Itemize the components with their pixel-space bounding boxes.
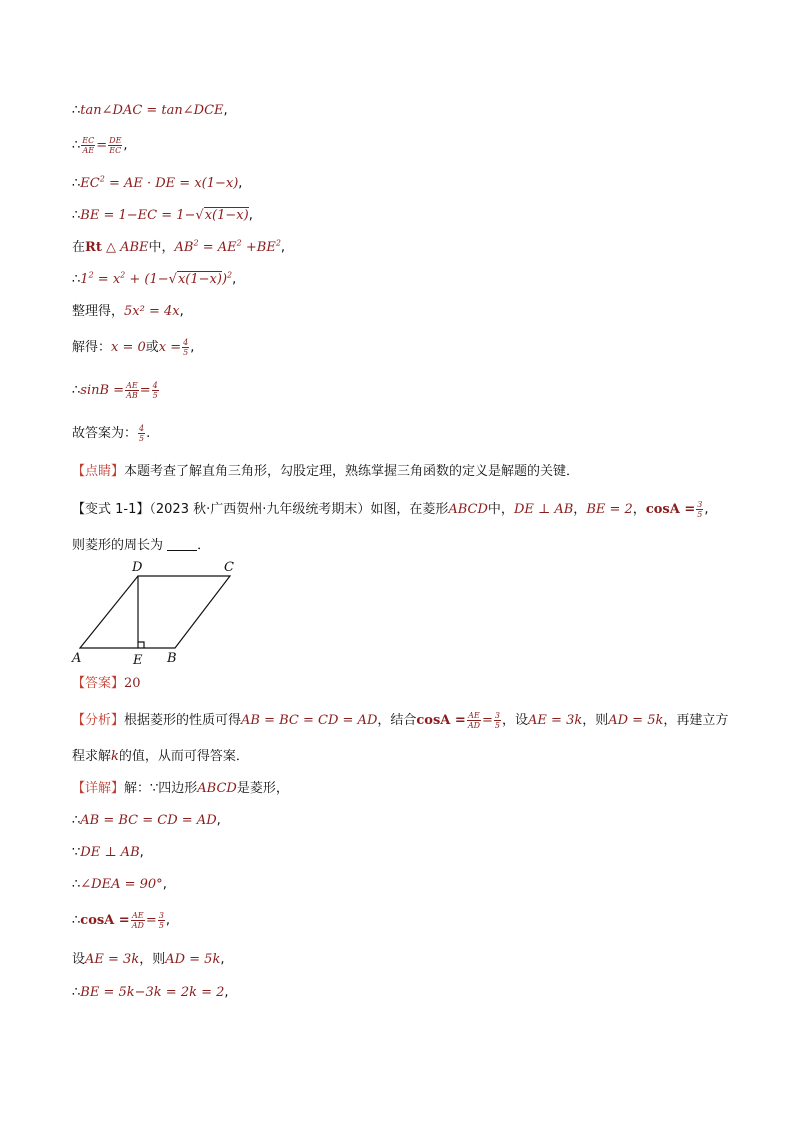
line-solution: 解得：x = 0或x = $\frac{4}{5}$ , [72, 338, 195, 357]
line-equal-sides: ∴AB = BC = CD = AD, [72, 813, 221, 828]
line-right-angle: ∴∠DEA = 90°, [72, 877, 167, 892]
line-cosa: ∴cosA = $\frac{AE}{AD}$ = $\frac{3}{5}$ , [72, 911, 171, 930]
line-answer-1: 故答案为： $\frac{4}{5}$ . [72, 424, 151, 443]
tag-detail: 【详解】 [72, 781, 125, 796]
rhombus-abcd [80, 576, 230, 648]
line-let-k: 设AE = 3k，则AD = 5k, [72, 952, 225, 967]
line-perimeter-question: 则菱形的周长为 ． [72, 538, 211, 553]
line-commentary: 【点睛】本题考查了解直角三角形，勾股定理，熟练掌握三角函数的定义是解题的关键． [72, 464, 580, 479]
tag-variant: 【变式 1-1】 [72, 502, 150, 517]
line-analysis: 【分析】根据菱形的性质可得AB = BC = CD = AD，结合cosA = $\frac{AE}{AD}$ = $\frac{3}{5}$ ，设AE = 3k，则AD = 5k，再建立方 [72, 711, 729, 730]
label-d: D [132, 560, 143, 575]
answer-blank [167, 538, 197, 551]
line-perpendicular: ∵DE ⊥ AB, [72, 845, 144, 860]
right-angle-mark [138, 642, 144, 648]
fraction: $\frac{AE}{AD}$ [131, 911, 144, 930]
fraction: $\frac{4}{5}$ [152, 381, 158, 400]
label-a: A [72, 651, 82, 666]
line-detail: 【详解】解：∵四边形ABCD是菱形， [72, 781, 289, 796]
fraction: $\frac{3}{5}$ [494, 711, 501, 730]
line-be-result: ∴BE = 5k−3k = 2k = 2, [72, 985, 229, 1000]
fraction: $\frac{3}{5}$ [158, 911, 164, 930]
line-analysis-cont: 程求解k的值，从而可得答案． [72, 749, 249, 764]
tag-answer: 【答案】 [72, 676, 125, 691]
fraction: $\frac{AE}{AD}$ [467, 711, 481, 730]
label-b: B [167, 651, 177, 666]
line-be-value: ∴BE = 1−EC = 1−√x(1−x), [72, 208, 253, 223]
line-simplify: 整理得，5x² = 4x, [72, 304, 184, 319]
tag-dianjing: 【点睛】 [72, 464, 125, 479]
fraction: $\frac{4}{5}$ [183, 338, 189, 357]
line-pythagoras: 在Rt △ ABE中，$AB^2 = AE^2 +BE^2$, [72, 238, 286, 255]
line-variant-problem: 【变式 1-1】（2023 秋·广西贺州·九年级统考期末）如图，在菱形ABCD中，DE ⊥ AB，BE = 2，cosA = $\frac{3}{5}$ , [72, 500, 709, 519]
fraction: $\frac{AE}{AB}$ [126, 381, 138, 400]
line-answer-tag: 【答案】20 [72, 676, 141, 691]
line-sinb: ∴sinB = $\frac{AE}{AB}$ = $\frac{4}{5}$ [72, 381, 158, 400]
label-c: C [224, 560, 234, 575]
rhombus-figure [68, 556, 253, 671]
fraction: $\frac{4}{5}$ [139, 424, 145, 443]
fraction: $\frac{EC}{AE}$ [82, 136, 95, 155]
line-ratio: ∴ $\frac{EC}{AE}$ = $\frac{DE}{EC}$ , [72, 136, 128, 155]
fraction: $\frac{3}{5}$ [697, 500, 703, 519]
fraction: $\frac{DE}{EC}$ [109, 136, 122, 155]
line-tan-equality: ∴tan∠DAC = tan∠DCE, [72, 103, 228, 118]
label-e: E [133, 653, 143, 668]
tag-analysis: 【分析】 [72, 713, 125, 728]
line-substitution: $\therefore 1^2 = x^2 + (1-√x(1-x))^2$, [72, 270, 237, 287]
line-ec-squared: $\therefore EC^2$ = AE · DE = x(1−x), [72, 174, 243, 191]
